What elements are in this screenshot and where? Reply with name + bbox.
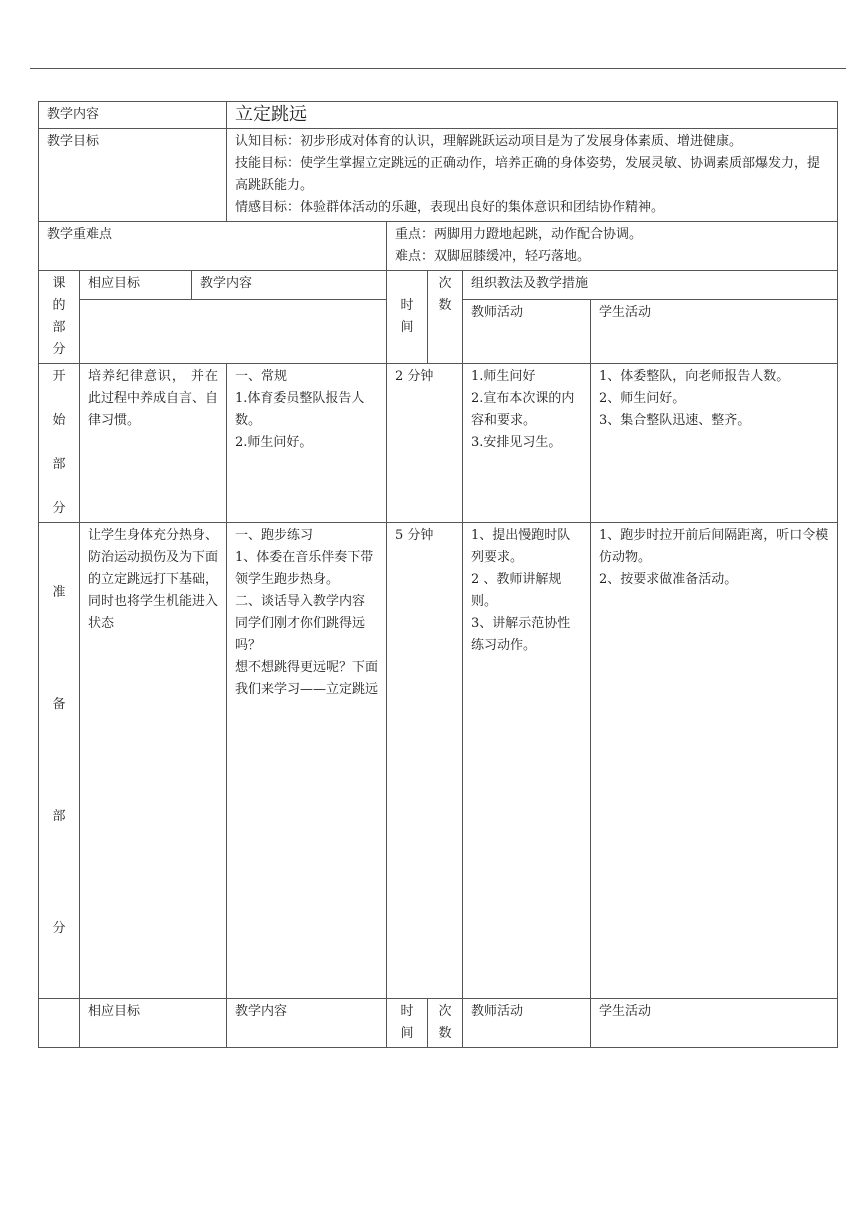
header-blank xyxy=(80,300,387,364)
part-char: 分 xyxy=(52,501,66,516)
part-char: 部 xyxy=(52,808,66,824)
header-teacher: 教师活动 xyxy=(463,300,591,364)
part-char: 备 xyxy=(52,696,66,712)
row-lesson-content xyxy=(39,102,838,129)
goal-skill: 技能目标：使学生掌握立定跳远的正确动作，培养正确的身体姿势，发展灵敏、协调素质部爆发力，提高跳跃能力。 xyxy=(235,156,821,193)
footer-count xyxy=(428,999,463,1048)
prep-time: 5 分钟 xyxy=(387,523,463,999)
row-start-part xyxy=(39,364,838,523)
teacher-line: 2.宣布本次课的内容和要求。 xyxy=(471,391,575,428)
footer-content: 教学内容 xyxy=(227,999,387,1048)
content-line: 想不想跳得更远呢？下面我们来学习——立定跳远 xyxy=(235,660,379,697)
teaching-goals xyxy=(227,129,838,222)
prep-part-label xyxy=(39,523,80,999)
prep-student-activity xyxy=(591,523,838,999)
header-time-char: 间 xyxy=(400,320,414,335)
lesson-title: 立定跳远 xyxy=(227,102,838,129)
student-line: 1、跑步时拉开前后间隔距离，听口令模仿动物。 xyxy=(599,528,829,565)
label-teaching-goals: 教学目标 xyxy=(39,129,227,222)
header-count-char: 次 xyxy=(438,276,452,291)
part-char: 部 xyxy=(52,457,66,472)
start-student-activity xyxy=(591,364,838,523)
header-part-char: 分 xyxy=(52,342,66,357)
part-char: 开 xyxy=(52,369,66,384)
start-teacher-activity xyxy=(463,364,591,523)
prep-content xyxy=(227,523,387,999)
start-target: 培养纪律意识， 并在此过程中养成自言、自律习惯。 xyxy=(80,364,227,523)
start-time: 2 分钟 xyxy=(387,364,463,523)
footer-count-char: 数 xyxy=(438,1026,452,1041)
footer-time-char: 间 xyxy=(400,1026,414,1041)
header-student: 学生活动 xyxy=(591,300,838,364)
header-time xyxy=(387,271,428,364)
header-part xyxy=(39,271,80,364)
row-column-headers-1 xyxy=(39,271,838,300)
footer-teacher: 教师活动 xyxy=(463,999,591,1048)
student-line: 2、按要求做准备活动。 xyxy=(599,572,738,587)
page-header-rule xyxy=(30,68,846,69)
header-part-char: 课 xyxy=(52,276,66,291)
header-target: 相应目标 xyxy=(80,271,192,300)
goal-cognitive: 认知目标：初步形成对体育的认识，理解跳跃运动项目是为了发展身体素质、增进健康。 xyxy=(235,134,743,149)
footer-count-char: 次 xyxy=(438,1004,452,1019)
footer-blank xyxy=(39,999,80,1048)
lesson-plan-table xyxy=(38,101,838,1048)
part-char: 分 xyxy=(52,920,66,936)
header-part-char: 的 xyxy=(52,298,66,313)
header-count xyxy=(428,271,463,364)
start-content xyxy=(227,364,387,523)
header-time-char: 时 xyxy=(400,298,414,313)
key-points xyxy=(387,222,838,271)
content-line: 1.体育委员整队报告人数。 xyxy=(235,391,365,428)
row-footer-headers xyxy=(39,999,838,1048)
teacher-line: 2 、教师讲解规则。 xyxy=(471,572,562,609)
content-line: 1、体委在音乐伴奏下带领学生跑步热身。 xyxy=(235,550,374,587)
difficult-point: 难点：双脚屈膝缓冲，轻巧落地。 xyxy=(395,249,591,264)
content-line: 2.师生问好。 xyxy=(235,435,313,450)
start-part-label xyxy=(39,364,80,523)
teacher-line: 1、提出慢跑时队列要求。 xyxy=(471,528,571,565)
footer-time xyxy=(387,999,428,1048)
header-part-char: 部 xyxy=(52,320,66,335)
content-line: 二、谈话导入教学内容 xyxy=(235,594,366,609)
part-char: 准 xyxy=(52,584,66,600)
footer-time-char: 时 xyxy=(400,1004,414,1019)
content-line: 同学们刚才你们跳得远吗？ xyxy=(235,616,366,653)
teacher-line: 3、讲解示范协性练习动作。 xyxy=(471,616,571,653)
header-org: 组织教法及教学措施 xyxy=(463,271,838,300)
footer-student: 学生活动 xyxy=(591,999,838,1048)
teacher-line: 3.安排见习生。 xyxy=(471,435,562,450)
part-char: 始 xyxy=(52,413,66,428)
label-teaching-content: 教学内容 xyxy=(39,102,227,129)
header-count-char: 数 xyxy=(438,298,452,313)
teacher-line: 1.师生问好 xyxy=(471,369,536,384)
content-line: 一、常规 xyxy=(235,369,288,384)
key-point: 重点：两脚用力蹬地起跳，动作配合协调。 xyxy=(395,227,643,242)
student-line: 2、师生问好。 xyxy=(599,391,686,406)
row-teaching-goals xyxy=(39,129,838,222)
goal-affective: 情感目标：体验群体活动的乐趣，表现出良好的集体意识和团结协作精神。 xyxy=(235,200,665,215)
row-key-points xyxy=(39,222,838,271)
student-line: 3、集合整队迅速、整齐。 xyxy=(599,413,751,428)
student-line: 1、体委整队，向老师报告人数。 xyxy=(599,369,790,384)
header-content: 教学内容 xyxy=(192,271,387,300)
label-key-points: 教学重难点 xyxy=(39,222,387,271)
content-line: 一、跑步练习 xyxy=(235,528,314,543)
row-prep-part xyxy=(39,523,838,999)
footer-target: 相应目标 xyxy=(80,999,227,1048)
prep-teacher-activity xyxy=(463,523,591,999)
prep-target: 让学生身体充分热身、防治运动损伤及为下面的立定跳远打下基础，同时也将学生机能进入状态 xyxy=(80,523,227,999)
